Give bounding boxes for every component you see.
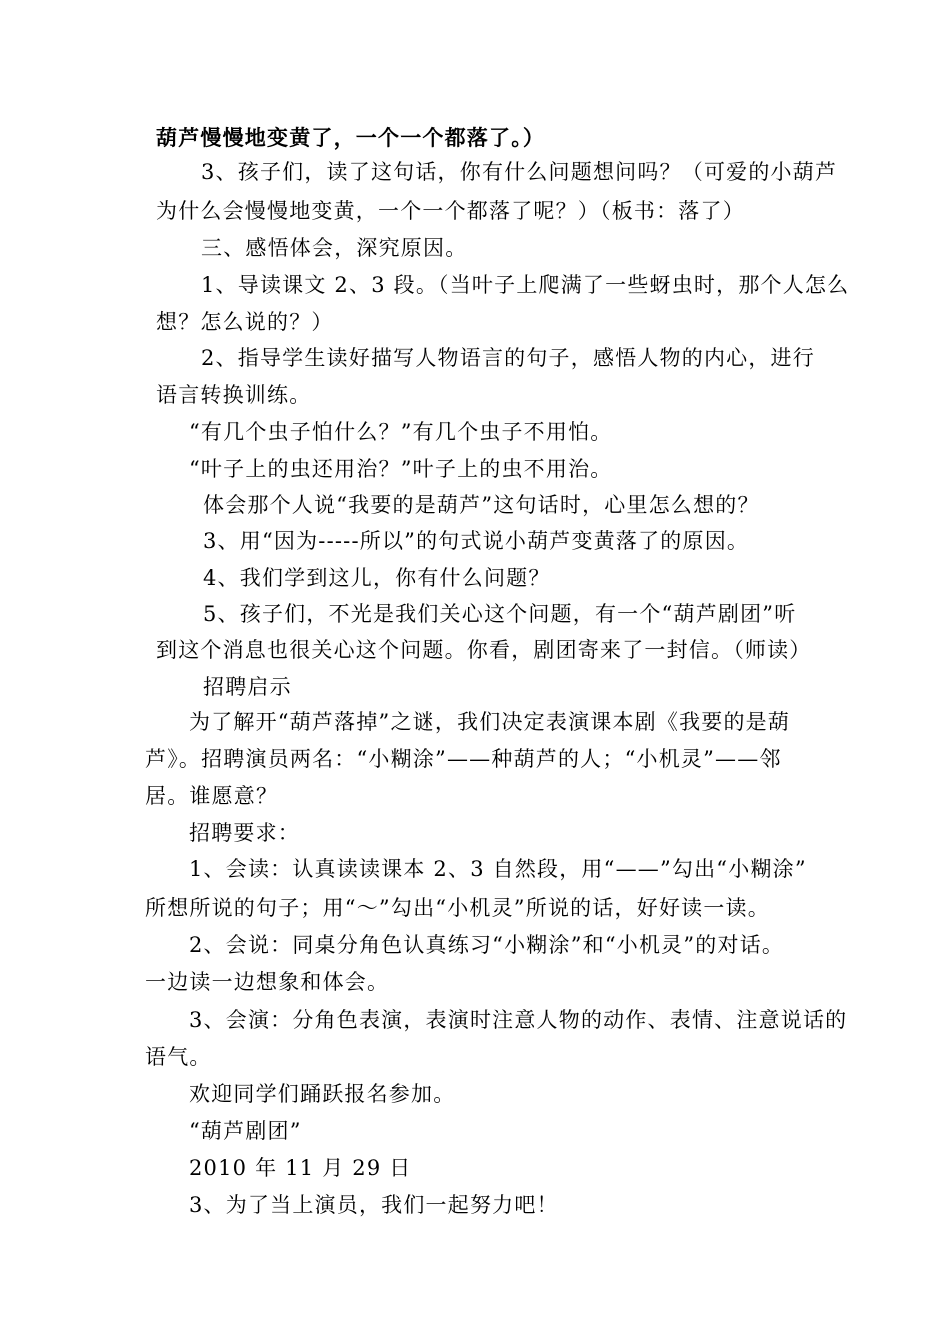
text-line: 居。谁愿意？ [145, 784, 279, 808]
text-line: 欢迎同学们踊跃报名参加。 [189, 1082, 456, 1106]
text-line: 2010 年 11 月 29 日 [189, 1156, 412, 1180]
text-line: 4、我们学到这儿，你有什么问题？ [203, 566, 551, 590]
text-line: 1、导读课文 2、3 段。（当叶子上爬满了一些蚜虫时，那个人怎么 [201, 273, 850, 297]
text-line: 3、用“因为-----所以”的句式说小葫芦变黄落了的原因。 [203, 529, 750, 553]
text-line: 语言转换训练。 [156, 383, 312, 407]
text-line: 为什么会慢慢地变黄，一个一个都落了呢？）（板书：落了） [156, 199, 745, 223]
text-line: 3、会演：分角色表演，表演时注意人物的动作、表情、注意说话的 [189, 1008, 848, 1032]
text-line: 到这个消息也很关心这个问题。你看，剧团寄来了一封信。（师读） [156, 638, 812, 662]
text-line: 2、指导学生读好描写人物语言的句子，感悟人物的内心，进行 [201, 346, 815, 370]
text-line: 为了解开“葫芦落掉”之谜，我们决定表演课本剧《我要的是葫 [189, 710, 791, 734]
text-line: “有几个虫子怕什么？”有几个虫子不用怕。 [189, 420, 613, 444]
text-line: 1、会读：认真读读课本 2、3 自然段，用“——”勾出“小糊涂” [189, 857, 807, 881]
text-line: 招聘启示 [203, 675, 292, 699]
text-line: 三、感悟体会，深究原因。 [201, 236, 468, 260]
text-line: 所想所说的句子；用“～”勾出“小机灵”所说的话，好好读一读。 [145, 896, 770, 920]
text-line: 葫芦慢慢地变黄了，一个一个都落了。） [156, 125, 546, 150]
text-line: 3、孩子们，读了这句话，你有什么问题想问吗？（可爱的小葫芦 [201, 160, 838, 184]
text-line: 想？怎么说的？） [156, 310, 334, 334]
text-line: 芦》。招聘演员两名：“小糊涂”——种葫芦的人；“小机灵”——邻 [145, 747, 782, 771]
text-line: 3、为了当上演员，我们一起努力吧！ [189, 1193, 559, 1217]
text-line: “叶子上的虫还用治？”叶子上的虫不用治。 [189, 457, 613, 481]
text-line: “葫芦剧团” [189, 1119, 302, 1143]
text-line: 5、孩子们，不光是我们关心这个问题，有一个“葫芦剧团”听 [203, 602, 797, 626]
text-line: 招聘要求： [189, 821, 300, 845]
text-line: 一边读一边想象和体会。 [145, 970, 390, 994]
text-line: 体会那个人说“我要的是葫芦”这句话时，心里怎么想的？ [203, 493, 760, 517]
text-line: 2、会说：同桌分角色认真练习“小糊涂”和“小机灵”的对话。 [189, 933, 785, 957]
text-line: 语气。 [145, 1045, 212, 1069]
